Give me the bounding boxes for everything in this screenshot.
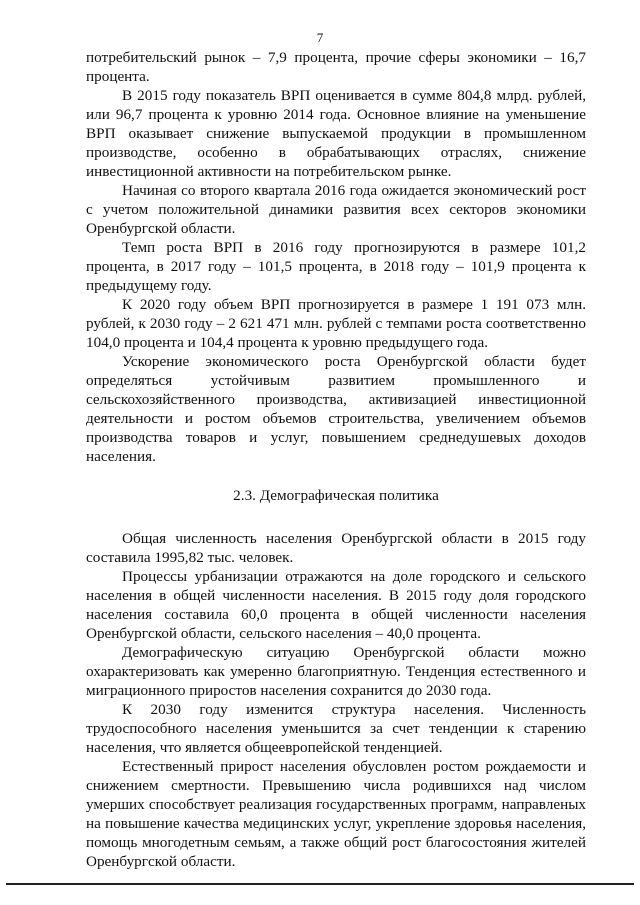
- paragraph-acceleration: Ускорение экономического роста Оренбургской области будет определяться устойчивым развитием промышленного и сельскохозяйственного производства, активизацией инвестиционной деятельности и ростом объемов строительства, увеличением объемов производства товаров и услуг, повышением среднедушевых доходов населения.: [86, 353, 586, 465]
- paragraph-grp-forecast: К 2020 году объем ВРП прогнозируется в размере 1 191 073 млн. рублей, к 2030 году – 2 621 471 млн. рублей с темпами роста соответственно 104,0 процента и 104,4 процента к уровню предыдущего года.: [86, 296, 586, 351]
- document-body: [86, 48, 586, 871]
- paragraph-population-total: Общая численность населения Оренбургской области в 2015 году составила 1995,82 тыс. человек.: [86, 530, 586, 566]
- paragraph-growth-2016: Начиная со второго квартала 2016 года ожидается экономический рост с учетом положительной динамики развития всех секторов экономики Оренбургской области.: [86, 182, 586, 237]
- paragraph-grp-2015: В 2015 году показатель ВРП оценивается в сумме 804,8 млрд. рублей, или 96,7 процента к уровню 2014 года. Основное влияние на уменьшение ВРП оказывает снижение выпускаемой продукции в промышленном производстве, особенно в обрабатывающих отраслях, снижение инвестиционной активности на потребительском рынке.: [86, 87, 586, 180]
- paragraph-natural-growth: Естественный прирост населения обусловлен ростом рождаемости и снижением смертности. Превышению числа родившихся над числом умерших способствует реализация государственных программ, направленых на повышение качества медицинских услуг, укрепление здоровья населения, помощь многодетным семьям, а также общий рост благосостояния жителей Оренбургской области.: [86, 758, 586, 870]
- paragraph-growth-rates: Темп роста ВРП в 2016 году прогнозируются в размере 101,2 процента, в 2017 году – 101,5 процента, в 2018 году – 101,9 процента к предыдущему году.: [86, 239, 586, 294]
- footer-divider: [6, 883, 634, 885]
- paragraph-demographic-situation: Демографическую ситуацию Оренбургской области можно охарактеризовать как умеренно благоприятную. Тенденция естественного и миграционного приростов населения сохранится до 2030 года.: [86, 644, 586, 699]
- paragraph-continuation: потребительский рынок – 7,9 процента, прочие сферы экономики – 16,7 процента.: [86, 49, 586, 85]
- paragraph-urbanization: Процессы урбанизации отражаются на доле городского и сельского населения в общей численности населения. В 2015 году доля городского населения составила 60,0 процента в общей численности населения Оренбургской области, сельского населения – 40,0 процента.: [86, 568, 586, 642]
- paragraph-population-structure: К 2030 году изменится структура населения. Численность трудоспособного населения уменьшится за счет тенденции к старению населения, что является общеевропейской тенденцией.: [86, 701, 586, 756]
- section-heading: 2.3. Демографическая политика: [233, 487, 439, 504]
- page-number: 7: [316, 30, 324, 45]
